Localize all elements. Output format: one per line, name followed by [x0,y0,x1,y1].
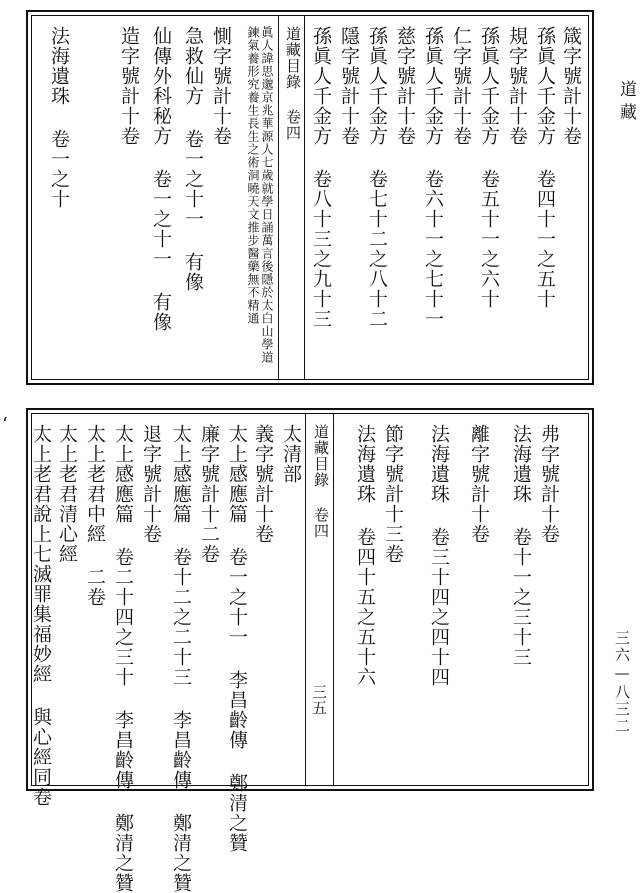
upper-col-14: 急救仙方 卷一之十一 有像 [182,26,204,292]
upper-divider-2 [278,16,279,379]
lower-col-3: 離字號計十卷 [468,424,490,544]
upper-col-2: 孫眞人千金方 卷四十一之五十 [534,26,556,309]
upper-col-8: 孫眞人千金方 卷七十二之八十二 [366,26,388,329]
lower-col-11: 廉字號計十二卷 [198,424,220,564]
upper-col-4: 孫眞人千金方 卷五十一之六十 [478,26,500,309]
lower-col-17: 太上老君說上七滅罪集福妙經 與心經同卷 [30,424,52,807]
upper-col-1: 箴字號計十卷 [560,26,582,146]
upper-col-9: 隱字號計十卷 [338,26,360,146]
upper-col-7: 慈字號計十卷 [394,26,416,146]
lower-col-9: 義字號計十卷 [252,424,274,544]
lower-col-13: 退字號計十卷 [140,424,162,544]
upper-col-15: 仙傳外科秘方 卷一之十一 有像 [150,26,172,332]
margin-mark: ‘ [2,414,8,435]
lower-panel [26,408,594,893]
lower-col-4: 法海遺珠 卷三十四之四十四 [428,424,450,687]
upper-frame [31,15,589,380]
upper-col-13: 惻字號計十卷 [210,26,232,146]
upper-col-12: 眞人諱思邈京兆華源人七歲就學日誦萬言後隱於太白山學道鍊氣養形究養生長生之術洞曉天文推步醫藥無不精通 [246,26,274,364]
lower-col-15: 太上老君中經 二卷 [84,424,106,607]
upper-col-3: 規字號計十卷 [506,26,528,146]
lower-col-16: 太上老君清心經 [56,424,78,564]
lower-divider-2 [305,414,306,785]
page-number: 三六—八三二 [613,630,631,735]
lower-col-5: 節字號計十三卷 [382,424,404,564]
upper-divider-1 [304,16,305,379]
upper-col-16: 造字號計十卷 [118,26,140,146]
lower-col-8: 太清部 [280,424,302,484]
upper-col-6: 孫眞人千金方 卷六十一之七十一 [422,26,444,329]
lower-frame [30,413,589,893]
lower-col-14: 太上感應篇 卷二十四之三十 李昌齡傳 鄭清之贊 [112,424,134,893]
upper-col-10: 孫眞人千金方 卷八十三之九十三 [310,26,332,329]
upper-col-11: 道藏目錄 卷四 [284,26,302,141]
lower-col-6: 法海遺珠 卷四十五之五十六 [354,424,376,687]
upper-panel [26,10,594,385]
lower-col-2: 法海遺珠 卷十一之三十三 [510,424,532,667]
lower-col-1: 弗字號計十卷 [538,424,560,544]
lower-col-7: 道藏目錄 卷四 [312,424,330,539]
upper-col-17: 法海遺珠 卷一之十 [48,26,70,209]
page-margin-title: 道藏 [616,80,636,126]
lower-col-10: 太上感應篇 卷一之十一 李昌齡傳 鄭清之贊 [226,424,248,853]
lower-divider-1 [333,414,334,785]
lower-col-12: 太上感應篇 卷十二之二十三 李昌齡傳 鄭清之贊 [170,424,192,893]
page-stamp: 三五 [310,684,328,716]
upper-col-5: 仁字號計十卷 [450,26,472,146]
